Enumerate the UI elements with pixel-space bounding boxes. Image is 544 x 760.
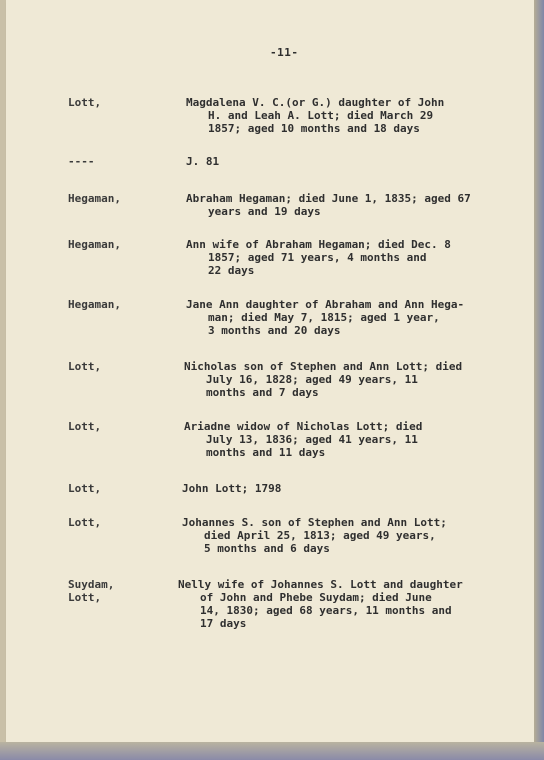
record-line: 3 months and 20 days — [208, 324, 341, 337]
record-line: Nelly wife of Johannes S. Lott and daughter — [178, 578, 463, 591]
record-line: of John and Phebe Suydam; died June — [200, 591, 432, 604]
surname: Suydam, Lott, — [68, 578, 115, 604]
record-line: 5 months and 6 days — [204, 542, 330, 555]
record-line: 17 days — [200, 617, 247, 630]
surname: Hegaman, — [68, 238, 121, 251]
record-text — [182, 482, 512, 495]
record-line: 1857; aged 10 months and 18 days — [208, 122, 420, 135]
record-line: Jane Ann daughter of Abraham and Ann Hega- — [186, 298, 465, 311]
record-line: Ariadne widow of Nicholas Lott; died — [184, 420, 423, 433]
surname: ---- — [68, 155, 95, 168]
surname: Lott, — [68, 516, 102, 529]
record-text — [184, 360, 514, 399]
record-text — [178, 578, 508, 630]
record-line: 14, 1830; aged 68 years, 11 months and — [200, 604, 452, 617]
surname: Lott, — [68, 420, 102, 433]
record-text — [186, 192, 516, 218]
record-text — [186, 238, 516, 277]
record-line: Magdalena V. C.(or G.) daughter of John — [186, 96, 445, 109]
record-line: 22 days — [208, 264, 255, 277]
record-line: months and 7 days — [206, 386, 319, 399]
document-page — [6, 0, 534, 742]
surname: Lott, — [68, 360, 102, 373]
record-line: Nicholas son of Stephen and Ann Lott; died — [184, 360, 463, 373]
record-line: years and 19 days — [208, 205, 321, 218]
record-line: died April 25, 1813; aged 49 years, — [204, 529, 436, 542]
record-line: months and 11 days — [206, 446, 326, 459]
record-text — [186, 155, 516, 168]
record-line: Johannes S. son of Stephen and Ann Lott; — [182, 516, 447, 529]
record-line: man; died May 7, 1815; aged 1 year, — [208, 311, 440, 324]
record-text — [186, 96, 516, 135]
record-line: J. 81 — [186, 155, 220, 168]
surname: Hegaman, — [68, 192, 121, 205]
record-line: July 13, 1836; aged 41 years, 11 — [206, 433, 418, 446]
record-line: July 16, 1828; aged 49 years, 11 — [206, 373, 418, 386]
surname: Hegaman, — [68, 298, 121, 311]
record-text — [186, 298, 516, 337]
record-text — [184, 420, 514, 459]
record-line: 1857; aged 71 years, 4 months and — [208, 251, 427, 264]
record-text — [182, 516, 512, 555]
page-number: -11- — [270, 46, 299, 59]
surname: Lott, — [68, 96, 102, 109]
record-line: H. and Leah A. Lott; died March 29 — [208, 109, 434, 122]
record-line: John Lott; 1798 — [182, 482, 282, 495]
page-bottom-edge — [0, 742, 544, 760]
record-line: Abraham Hegaman; died June 1, 1835; aged 67 — [186, 192, 471, 205]
surname: Lott, — [68, 482, 102, 495]
record-line: Ann wife of Abraham Hegaman; died Dec. 8 — [186, 238, 451, 251]
binding-edge — [534, 0, 544, 760]
